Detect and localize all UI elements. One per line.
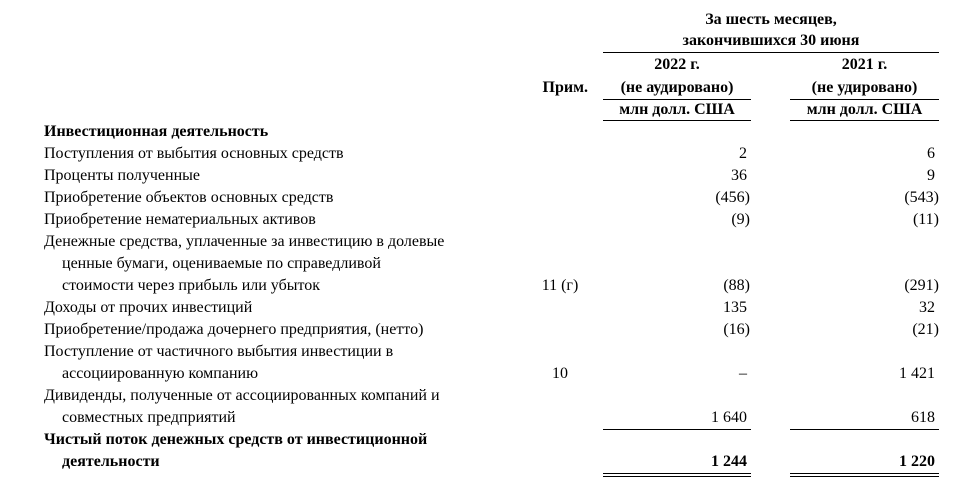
total-double-rule-2022 (603, 473, 751, 477)
total-label-continuation: деятельности (62, 453, 160, 470)
col-2021-year: 2021 г. (841, 56, 888, 73)
row-note: 10 (552, 365, 568, 382)
row-value-2021: (11) (912, 211, 939, 228)
row-label: Дивиденды, полученные от ассоциированных компаний и (44, 387, 440, 404)
row-label: Приобретение/продажа дочернего предприятия, (нетто) (44, 321, 424, 338)
row-label: Проценты полученные (44, 167, 200, 184)
note-column-header: Прим. (542, 79, 588, 96)
total-value-2021: 1 220 (899, 453, 935, 470)
col-2021-unit: млн долл. США (806, 101, 923, 118)
col-2022-unit: млн долл. США (619, 101, 735, 118)
row-value-2022: – (739, 365, 747, 382)
row-label: Доходы от прочих инвестиций (44, 299, 253, 316)
section-title: Инвестиционная деятельность (44, 123, 269, 140)
total-label: Чистый поток денежных средств от инвестиционной (44, 431, 428, 448)
row-value-2021: 32 (919, 299, 935, 316)
row-note: 11 (г) (541, 277, 579, 294)
subtotal-rule-2021 (790, 429, 939, 430)
row-label: Приобретение нематериальных активов (44, 211, 316, 228)
row-label-continuation: совместных предприятий (62, 409, 236, 426)
period-header-rule (603, 52, 939, 53)
row-value-2021: 9 (927, 167, 935, 184)
period-header-line2: закончившихся 30 июня (682, 32, 860, 49)
col-2022-unit-rule (603, 120, 751, 121)
row-value-2022: (9) (731, 211, 750, 228)
row-value-2022: (16) (723, 321, 750, 338)
row-value-2022: 2 (739, 145, 747, 162)
row-label: Приобретение объектов основных средств (44, 189, 334, 206)
row-value-2022: (88) (723, 277, 750, 294)
row-value-2022: 1 640 (711, 409, 747, 426)
row-label: Поступления от выбытия основных средств (44, 145, 344, 162)
row-value-2021: 618 (911, 409, 935, 426)
period-header-line1: За шесть месяцев, (705, 11, 837, 28)
row-label: Денежные средства, уплаченные за инвестицию в долевые (44, 233, 445, 250)
row-label: Поступление от частичного выбытия инвестиции в (44, 343, 394, 360)
row-label-continuation: стоимости через прибыль или убыток (62, 277, 321, 294)
col-2022-audit: (не аудировано) (620, 79, 734, 96)
row-value-2021: (543) (904, 189, 939, 206)
row-value-2022: 135 (723, 299, 747, 316)
row-value-2021: (21) (912, 321, 939, 338)
col-2021-unit-rule (790, 120, 939, 121)
row-value-2022: (456) (715, 189, 750, 206)
total-value-2022: 1 244 (711, 453, 747, 470)
col-2021-audit: (не удировано) (811, 79, 918, 96)
row-label-continuation: ассоциированную компанию (62, 365, 259, 382)
row-value-2022: 36 (731, 167, 747, 184)
row-value-2021: 1 421 (899, 365, 935, 382)
col-2022-year: 2022 г. (654, 56, 700, 73)
row-label-continuation: ценные бумаги, оцениваемые по справедливой (62, 255, 381, 272)
row-value-2021: (291) (904, 277, 939, 294)
total-double-rule-2021 (790, 473, 939, 477)
subtotal-rule-2022 (603, 429, 751, 430)
row-value-2021: 6 (927, 145, 935, 162)
